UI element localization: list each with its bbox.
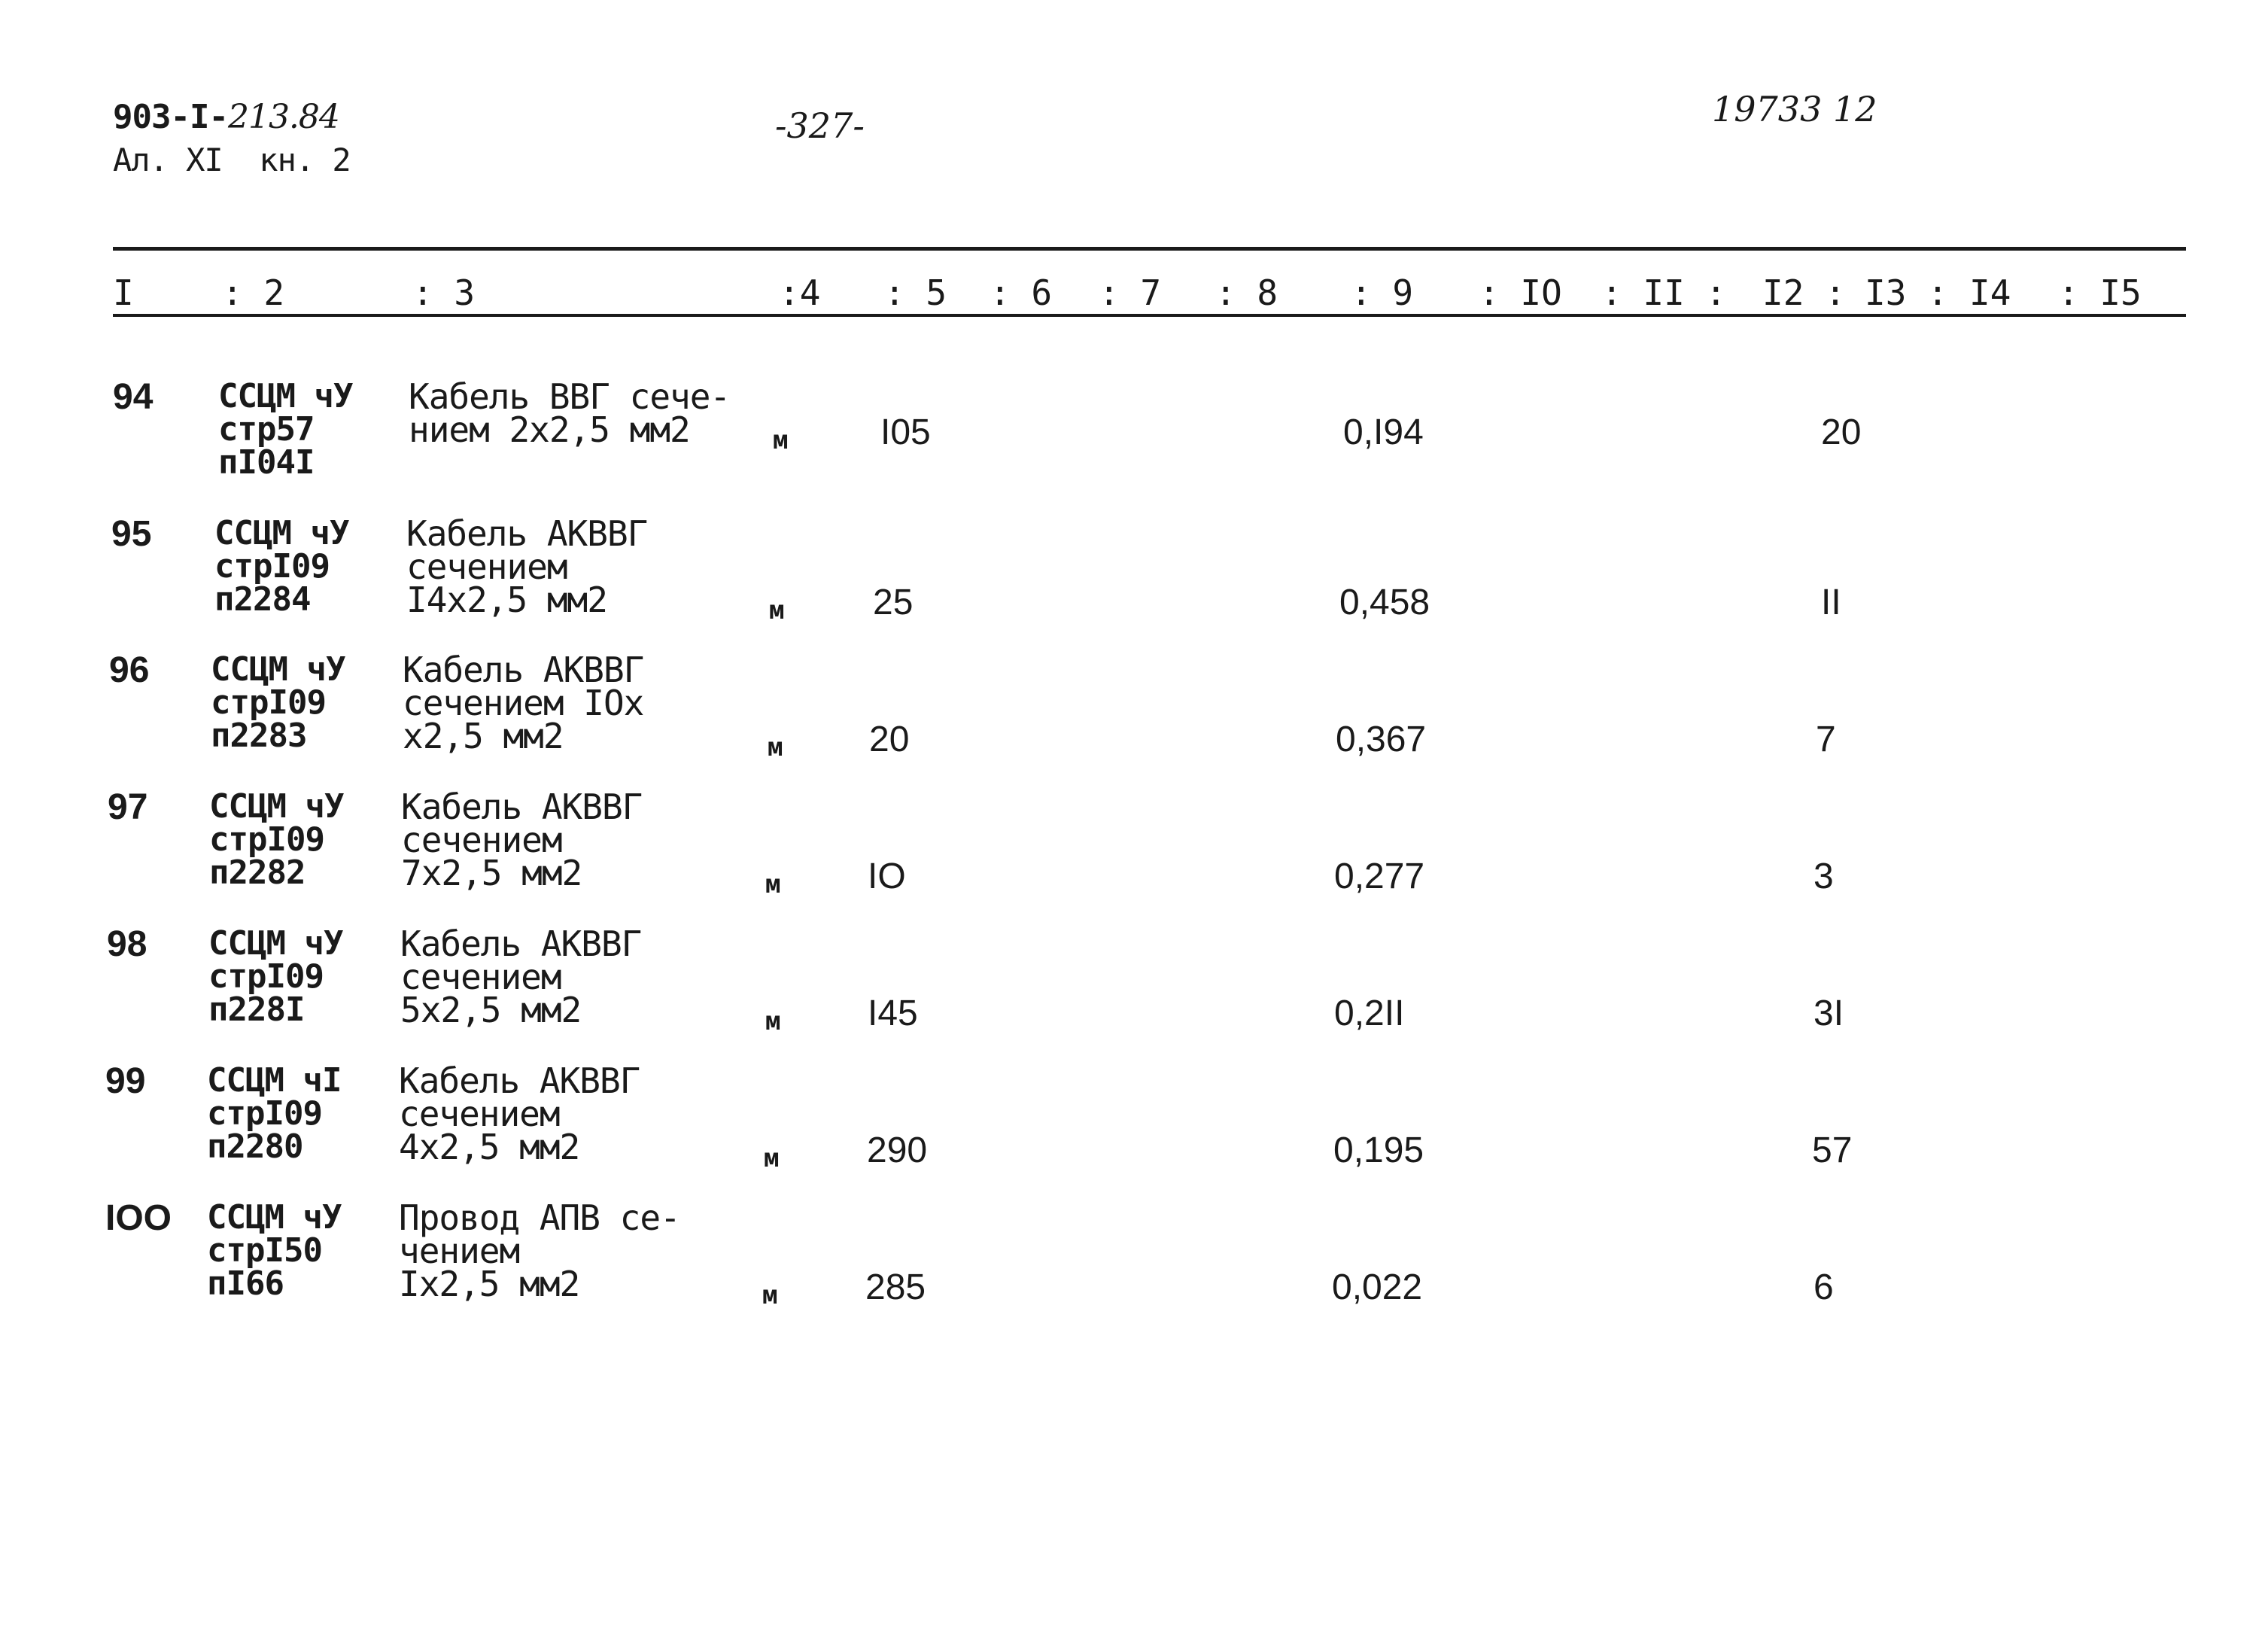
quantity: 285	[865, 1267, 926, 1307]
column-header: I2 :	[1762, 272, 1846, 313]
row-number: 96	[109, 650, 150, 690]
row-number: 94	[113, 377, 154, 417]
column-header: : 9	[1351, 272, 1414, 313]
quantity: 290	[867, 1130, 928, 1170]
column-header: I3 :	[1865, 272, 1948, 313]
column-header: : 8	[1215, 272, 1278, 313]
column-12-value: 20	[1821, 412, 1862, 452]
document-number: 19733 12	[1712, 89, 1877, 129]
column-header: : IO	[1479, 272, 1562, 313]
document-code	[113, 98, 339, 136]
row-number: 95	[111, 514, 152, 554]
quantity: I05	[880, 412, 931, 452]
document-code-handwritten: 213.84	[227, 98, 339, 136]
item-description: Кабель АКВВГ сечением 4х2,5 мм2	[399, 1060, 640, 1167]
column-header: : I5	[2058, 272, 2142, 313]
column-12-value: 3I	[1813, 993, 1844, 1033]
page-number: -327-	[775, 105, 865, 146]
column-header: : 3	[412, 272, 476, 313]
column-9-value: 0,458	[1339, 583, 1430, 622]
document-code-printed: 903-I-	[113, 98, 228, 136]
column-9-value: 0,195	[1333, 1130, 1424, 1170]
unit: м	[764, 1143, 780, 1173]
item-description: Кабель АКВВГ сечением 7х2,5 мм2	[401, 786, 643, 893]
column-12-value: 6	[1813, 1267, 1834, 1307]
item-description: Кабель ВВГ сече- нием 2х2,5 мм2	[409, 376, 731, 450]
column-header: : 5	[884, 272, 947, 313]
unit: м	[768, 732, 783, 762]
column-header: : II :	[1601, 272, 1727, 313]
unit: м	[765, 1006, 781, 1036]
unit: м	[762, 1280, 778, 1310]
norm-reference: ССЦМ чУ стрI50 пI66	[207, 1198, 342, 1303]
norm-reference: ССЦМ чУ стрI09 п2282	[209, 787, 344, 892]
unit: м	[773, 425, 789, 455]
row-number: 98	[107, 924, 147, 964]
column-9-value: 0,277	[1334, 856, 1425, 896]
column-header: : 2	[222, 272, 285, 313]
row-number: 99	[105, 1061, 146, 1101]
norm-reference: ССЦМ чУ стрI09 п228I	[208, 924, 343, 1029]
column-9-value: 0,2II	[1334, 993, 1405, 1033]
item-description: Провод АПВ се- чением Iх2,5 мм2	[399, 1197, 680, 1304]
column-9-value: 0,I94	[1343, 412, 1424, 452]
item-description: Кабель АКВВГ сечением 5х2,5 мм2	[400, 923, 642, 1030]
column-12-value: 57	[1812, 1130, 1853, 1170]
row-number: 97	[108, 787, 148, 827]
quantity: 20	[869, 720, 910, 759]
unit: м	[769, 595, 785, 625]
header-rule	[113, 314, 2186, 317]
column-12-value: 3	[1813, 856, 1834, 896]
column-header: : 7	[1099, 272, 1162, 313]
album-reference: Ал. XI кн. 2	[113, 141, 351, 178]
item-description: Кабель АКВВГ сечением I4х2,5 мм2	[406, 513, 648, 620]
row-number: IOO	[105, 1198, 172, 1238]
column-9-value: 0,367	[1336, 720, 1427, 759]
column-header: I4	[1969, 272, 2011, 313]
norm-reference: ССЦМ чУ стрI09 п2284	[214, 514, 349, 619]
column-header: : 6	[990, 272, 1053, 313]
top-rule	[113, 247, 2186, 251]
item-description: Кабель АКВВГ сечением IOх х2,5 мм2	[403, 650, 644, 756]
norm-reference: ССЦМ чУ стр57 пI04I	[218, 377, 353, 482]
column-12-value: II	[1821, 583, 1841, 622]
column-9-value: 0,022	[1332, 1267, 1423, 1307]
quantity: IO	[868, 856, 906, 896]
column-header: I	[113, 272, 134, 313]
quantity: 25	[873, 583, 914, 622]
norm-reference: ССЦМ чI стрI09 п2280	[207, 1061, 342, 1166]
quantity: I45	[868, 993, 918, 1033]
column-header: :4	[779, 272, 821, 313]
unit: м	[765, 869, 781, 899]
column-12-value: 7	[1816, 720, 1836, 759]
norm-reference: ССЦМ чУ стрI09 п2283	[211, 650, 345, 755]
